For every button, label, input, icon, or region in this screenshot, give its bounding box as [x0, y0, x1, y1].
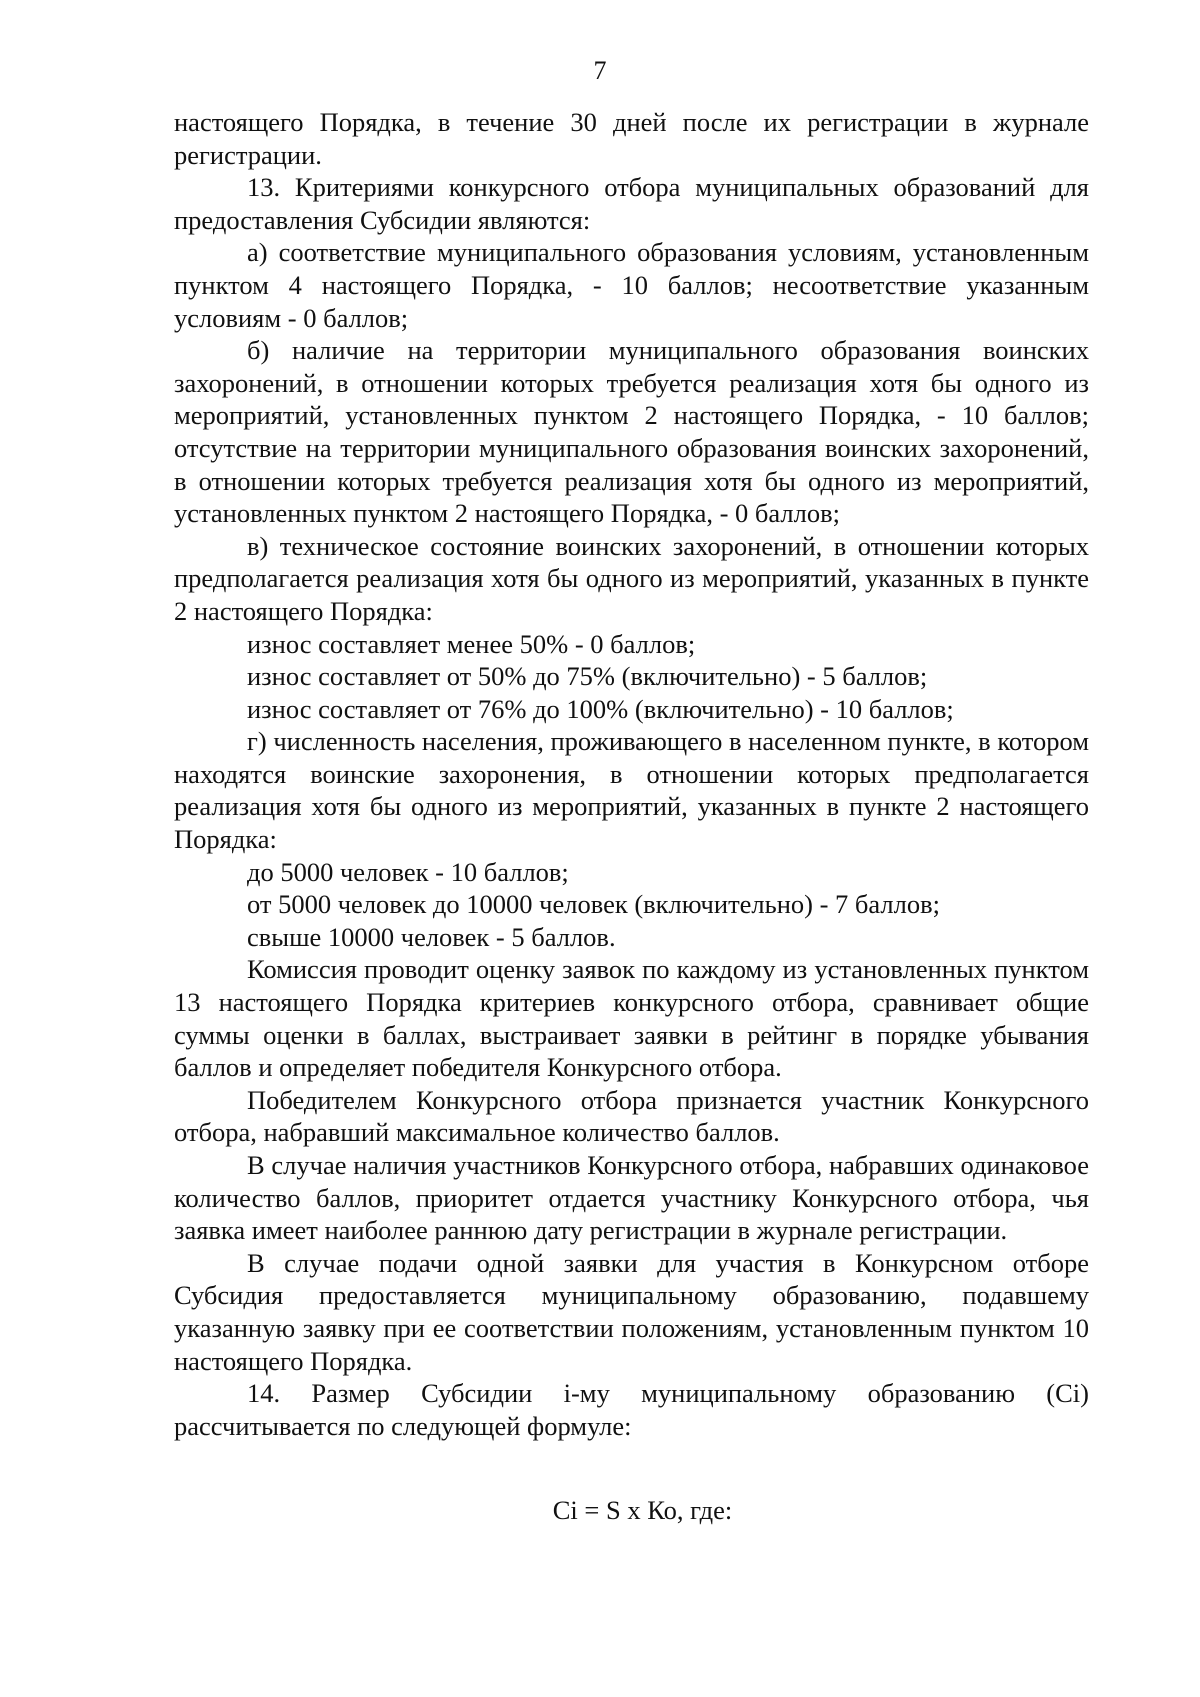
wear-level-1: износ составляет менее 50% - 0 баллов; — [247, 628, 696, 659]
commission-paragraph: Комиссия проводит оценку заявок по каждому из установленных пунктом 13 настоящего Порядка критериев конкурсного отбора, сравнивает общие суммы оценки в баллах, выстраивает заявки в рейтинг в порядке убывания баллов и определяет победителя Конкурсного отбора. — [174, 954, 1089, 1083]
single-application-paragraph: В случае подачи одной заявки для участия в Конкурсном отборе Субсидия предоставляется муниципальному образованию, подавшему указанную заявку при ее соответствии положениям, установленным пунктом 10 настоящего Порядка. — [174, 1247, 1089, 1376]
criterion-g: г) численность населения, проживающего в населенном пункте, в котором находятся воинские захоронения, в отношении которых предполагается реализация хотя бы одного из мероприятий, указанных в пункте 2 настоящего Порядка: — [174, 726, 1089, 855]
criterion-v: в) техническое состояние воинских захоронений, в отношении которых предполагается реализация хотя бы одного из мероприятий, указанных в пункте 2 настоящего Порядка: — [174, 530, 1089, 626]
paragraph-item-14: 14. Размер Субсидии i-му муниципальному образованию (Ci) рассчитывается по следующей формуле: — [174, 1378, 1089, 1441]
winner-paragraph: Победителем Конкурсного отбора признается участник Конкурсного отбора, набравший максимальное количество баллов. — [174, 1084, 1089, 1148]
subsidy-formula: Ci = S x Ко, где: — [552, 1495, 733, 1526]
population-level-2: от 5000 человек до 10000 человек (включительно) - 7 баллов; — [247, 889, 940, 920]
criterion-b: б) наличие на территории муниципального образования воинских захоронений, в отношении которых требуется реализация хотя бы одного из мероприятий, установленных пунктом 2 настоящего Порядка, - 10 баллов; отсутствие на территории муниципального образования воинских захоронений, в отношении которых требуется реализация хотя бы одного из мероприятий, установленных пунктом 2 настоящего Порядка, - 0 баллов; — [174, 335, 1089, 529]
population-level-1: до 5000 человек - 10 баллов; — [247, 856, 569, 887]
paragraph-continuation: настоящего Порядка, в течение 30 дней после их регистрации в журнале регистрации. — [174, 107, 1089, 170]
population-level-3: свыше 10000 человек - 5 баллов. — [247, 921, 616, 952]
page-number: 7 — [593, 56, 607, 85]
paragraph-item-13: 13. Критериями конкурсного отбора муниципальных образований для предоставления Субсидии являются: — [174, 172, 1089, 235]
criterion-a: а) соответствие муниципального образования условиям, установленным пунктом 4 настоящего Порядка, - 10 баллов; несоответствие указанным условиям - 0 баллов; — [174, 237, 1089, 333]
tie-paragraph: В случае наличия участников Конкурсного отбора, набравших одинаковое количество баллов, приоритет отдается участнику Конкурсного отбора, чья заявка имеет наиболее раннюю дату регистрации в журнале регистрации. — [174, 1150, 1089, 1246]
wear-level-3: износ составляет от 76% до 100% (включительно) - 10 баллов; — [247, 693, 954, 724]
wear-level-2: износ составляет от 50% до 75% (включительно) - 5 баллов; — [247, 661, 928, 692]
document-body — [174, 106, 1089, 1527]
